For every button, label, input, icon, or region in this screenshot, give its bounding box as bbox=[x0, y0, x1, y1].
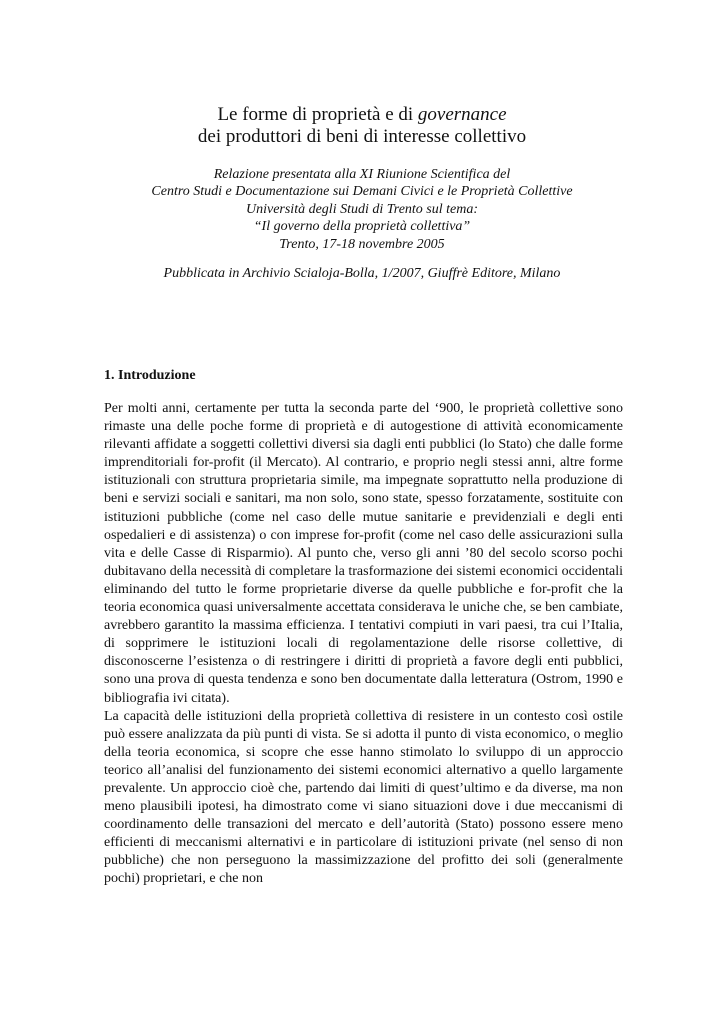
subtitle-line: Università degli Studi di Trento sul tema: bbox=[245, 201, 479, 217]
body-paragraph: Per molti anni, certamente per tutta la seconda parte del ‘900, le proprietà collettive sono rimaste una delle poche forme di proprietà e di autogestione di attività economicamente rilevanti affidate a soggetti collettivi diversi sia dagli enti pubblici (lo Stato) che dalle forme imprenditoriali for-profit (il Mercato). Al contrario, e proprio negli stessi anni, altre forme istituzionali con struttura proprietaria simile, ma impegnate soprattutto nella produzione di beni e servizi sociali e sanitari, ma non solo, sono state, spesso forzatamente, sostituite con istituzioni pubbliche (come nel caso delle mutue sanitarie e previdenziali e degli enti ospedalieri e di assistenza) o con imprese for-profit (come nel caso delle assicurazioni sulla vita e delle Casse di Risparmio). Al punto che, verso gli anni ’80 del secolo scorso pochi dubitavano della necessità di completare la trasformazione dei sistemi economici occidentali eliminando del tutto le forme proprietarie diverse da quelle pubbliche e for-profit che la teoria economica quasi universalmente accettata considerava le uniche che, se ben cambiate, avrebbero garantito la massima efficienza. I tentativi compiuti in vari paesi, tra cui l’Italia, di sopprimere le istituzioni locali di regolamentazione delle risorse collettive, di disconoscerne l’esistenza o di restringere i diritti di proprietà a favore degli enti pubblici, sono una prova di questa tendenza e sono ben documentate dalla letteratura (Ostrom, 1990 e bibliografia ivi citata). bbox=[104, 401, 623, 706]
document-subtitle bbox=[0, 166, 724, 253]
subtitle-line: “Il governo della proprietà collettiva” bbox=[253, 219, 471, 235]
subtitle-line: Centro Studi e Documentazione sui Demani Civici e le Proprietà Collettive bbox=[151, 184, 573, 200]
title-line-1-text: Le forme di proprietà e di bbox=[217, 104, 418, 125]
body-paragraph: La capacità delle istituzioni della proprietà collettiva di resistere in un contesto così ostile può essere analizzata da più punti di vista. Se si adotta il punto di vista economico, o meglio della teoria economica, si scopre che esse hanno stimolato lo sviluppo di un approccio teorico all’analisi del funzionamento dei sistemi economici alternativo a quello largamente prevalente. Un approccio cioè che, partendo dai limiti di quest’ultimo e da diverse, ma non meno plausibili ipotesi, ha dimostrato come vi siano situazioni dove i due meccanismi di coordinamento delle transazioni del mercato e dell’autorità (Stato) possono essere meno efficienti di meccanismi alternativi e in particolare di istituzioni private (nel senso di non pubbliche) che non perseguono la massimizzazione del profitto dei soli (generalmente pochi) proprietari, e che non bbox=[104, 708, 623, 887]
title-line-2: dei produttori di beni di interesse collettivo bbox=[197, 126, 527, 147]
title-line-1-italic: governance bbox=[417, 104, 507, 125]
title-line-1 bbox=[0, 104, 724, 126]
subtitle-line: Trento, 17-18 novembre 2005 bbox=[279, 236, 445, 252]
section-heading: 1. Introduzione bbox=[104, 368, 196, 383]
subtitle-line: Relazione presentata alla XI Riunione Scientifica del bbox=[213, 167, 511, 182]
section-body bbox=[104, 400, 623, 889]
document-title bbox=[0, 104, 724, 148]
publication-note: Pubblicata in Archivio Scialoja-Bolla, 1/2007, Giuffrè Editore, Milano bbox=[163, 266, 561, 281]
